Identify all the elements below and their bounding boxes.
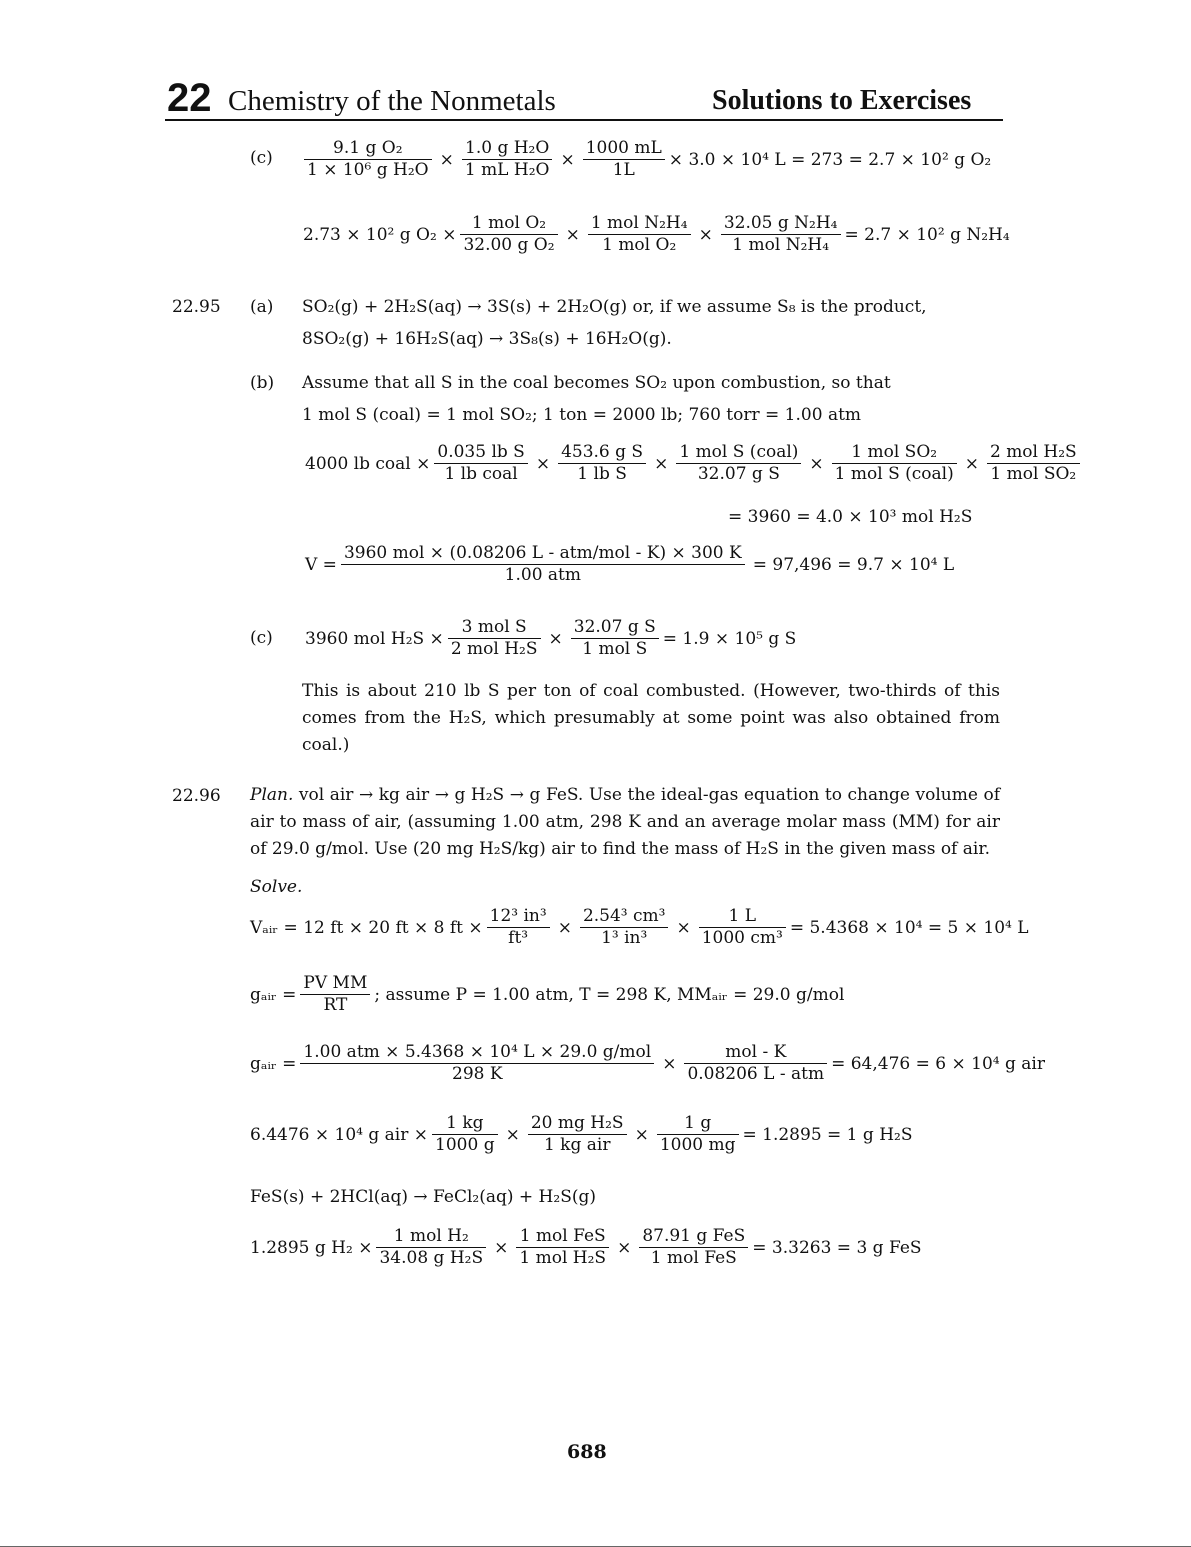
part-label: (a)	[250, 297, 274, 317]
equation-volume-air: Vₐᵢᵣ = 12 ft × 20 ft × 8 ft × $\frac{\text{12³ in³}}{\text{ft³}}$ × $\frac{\text{2.54³ cm³}}{\text{1³ in³}}$ × $\frac{1 L}{\text{1000 cm³}}$ = 5.4368 × 10⁴ = 5 × 10⁴ L	[250, 906, 1029, 948]
fraction: $\frac{\text{1 mol SO₂}}{\text{1 mol S (coal)}}$	[832, 442, 957, 485]
text-line: 1 mol S (coal) = 1 mol SO₂; 1 ton = 2000 lb; 760 torr = 1.00 atm	[302, 405, 862, 425]
plan-text: vol air → kg air → g H₂S → g FeS. Use the ideal-gas equation to change volume of air to mass of air, (assuming 1.00 atm, 298 K and an average molar mass (MM) for air of 29.0 g/mol. Use (20 mg H₂S/kg) air to find the mass of H₂S in the given mass of air.	[250, 785, 1000, 859]
reaction-line: SO₂(g) + 2H₂S(aq) → 3S(s) + 2H₂O(g) or, if we assume S₈ is the product,	[302, 297, 927, 317]
plan-label: Plan.	[250, 785, 294, 805]
equation-mass-h2s: 6.4476 × 10⁴ g air × $\frac{1 kg}{1000 g}$ × $\frac{\text{20 mg H₂S}}{\text{1 kg air}}$ × $\frac{1 g}{1000 mg}$ = 1.2895 = 1 g H₂S	[250, 1113, 913, 1155]
solve-label: Solve.	[250, 877, 303, 897]
equation-mass-fes: 1.2895 g H₂ × $\frac{\text{1 mol H₂}}{\text{34.08 g H₂S}}$ × $\frac{\text{1 mol FeS}}{\text{1 mol H₂S}}$ × $\frac{\text{87.91 g FeS}}{\text{1 mol FeS}}$ = 3.3263 = 3 g FeS	[250, 1226, 922, 1268]
fraction: $\frac{\text{1 mol O₂}}{\text{32.00 g O₂}}$	[460, 213, 557, 256]
chapter-number: 22	[167, 76, 212, 120]
equation-mass-air: gₐᵢᵣ = $\frac{\text{PV MM}}{RT}$ ; assume P = 1.00 atm, T = 298 K, MMₐᵢᵣ = 29.0 g/mol	[250, 973, 845, 1015]
fraction: $\frac{\text{2.54³ cm³}}{\text{1³ in³}}$	[580, 906, 669, 949]
fraction: $\frac{\text{1.00 atm × 5.4368 × 10⁴ L × 29.0 g/mol}}{298 K}$	[300, 1042, 654, 1085]
fraction: $\frac{\text{9.1 g O₂}}{\text{1 × 10⁶ g H₂O}}$	[304, 138, 432, 181]
chapter-title: Chemistry of the Nonmetals	[228, 85, 556, 117]
fraction: $\frac{\text{87.91 g FeS}}{\text{1 mol FeS}}$	[639, 1226, 748, 1269]
fraction: $\frac{\text{1 mol FeS}}{\text{1 mol H₂S}}$	[516, 1226, 609, 1269]
fraction: $\frac{1 L}{\text{1000 cm³}}$	[699, 906, 786, 949]
equation-94c-line1: $\frac{\text{9.1 g O₂}}{\text{1 × 10⁶ g H₂O}}$ × $\frac{\text{1.0 g H₂O}}{\text{1 mL H₂O}}$ × $\frac{1000 mL}{1L}$ × 3.0 × 10⁴ L = 273 = 2.7 × 10² g O₂	[300, 138, 991, 181]
fraction: $\frac{\text{1 mol H₂}}{\text{34.08 g H₂S}}$	[376, 1226, 486, 1269]
fraction: $\frac{\text{1 mol S (coal)}}{\text{32.07 g S}}$	[676, 442, 801, 485]
exercise-number: 22.95	[172, 297, 221, 317]
fraction: $\frac{\text{1 mol N₂H₄}}{\text{1 mol O₂}}$	[588, 213, 691, 256]
part-label: (b)	[250, 373, 275, 393]
fraction: $\frac{\text{2 mol H₂S}}{\text{1 mol SO₂}}$	[987, 442, 1080, 485]
paragraph	[250, 782, 1000, 863]
exercise-number: 22.96	[172, 786, 221, 806]
section-title: Solutions to Exercises	[712, 85, 972, 116]
fraction: $\frac{\text{0.035 lb S}}{\text{1 lb coal}}$	[434, 442, 527, 485]
equation-mass-air-calc: gₐᵢᵣ = $\frac{\text{1.00 atm × 5.4368 × 10⁴ L × 29.0 g/mol}}{298 K}$ × $\frac{\text{mol - K}}{\text{0.08206 L - atm}}$ = 64,476 = 6 × 10⁴ g air	[250, 1042, 1045, 1084]
fraction: $\frac{1 g}{1000 mg}$	[657, 1113, 739, 1156]
fraction: $\frac{1 kg}{1000 g}$	[432, 1113, 498, 1156]
fraction: $\frac{\text{PV MM}}{RT}$	[300, 973, 370, 1016]
equation-95b: 4000 lb coal × $\frac{\text{0.035 lb S}}{\text{1 lb coal}}$ × $\frac{\text{453.6 g S}}{\text{1 lb S}}$ × $\frac{\text{1 mol S (coal)}}{\text{32.07 g S}}$ × $\frac{\text{1 mol SO₂}}{\text{1 mol S (coal)}}$ × $\frac{\text{2 mol H₂S}}{\text{1 mol SO₂}}$	[305, 442, 1084, 485]
reaction-line: 8SO₂(g) + 16H₂S(aq) → 3S₈(s) + 16H₂O(g).	[302, 329, 672, 349]
part-label: (c)	[250, 628, 273, 648]
equation-volume: V = $\frac{\text{3960 mol × (0.08206 L - atm/mol - K) × 300 K}}{\text{1.00 atm}}$ = 97,496 = 9.7 × 10⁴ L	[305, 543, 955, 585]
equation-94c-line2: 2.73 × 10² g O₂ × $\frac{\text{1 mol O₂}}{\text{32.00 g O₂}}$ × $\frac{\text{1 mol N₂H₄}}{\text{1 mol O₂}}$ × $\frac{\text{32.05 g N₂H₄}}{\text{1 mol N₂H₄}}$ = 2.7 × 10² g N₂H₄	[303, 213, 1010, 255]
fraction: $\frac{\text{3960 mol × (0.08206 L - atm/mol - K) × 300 K}}{\text{1.00 atm}}$	[341, 543, 745, 586]
fraction: $\frac{\text{mol - K}}{\text{0.08206 L - atm}}$	[684, 1042, 827, 1085]
fraction: $\frac{\text{12³ in³}}{\text{ft³}}$	[487, 906, 550, 949]
fraction: $\frac{\text{32.05 g N₂H₄}}{\text{1 mol N₂H₄}}$	[721, 213, 841, 256]
reaction-line: FeS(s) + 2HCl(aq) → FeCl₂(aq) + H₂S(g)	[250, 1187, 596, 1207]
fraction: $\frac{\text{32.07 g S}}{\text{1 mol S}}$	[571, 617, 659, 660]
header-rule	[165, 119, 1003, 121]
fraction: $\frac{\text{20 mg H₂S}}{\text{1 kg air}}$	[528, 1113, 627, 1156]
result-line: = 3960 = 4.0 × 10³ mol H₂S	[728, 507, 973, 527]
part-label: (c)	[250, 148, 273, 168]
fraction: $\frac{\text{1.0 g H₂O}}{\text{1 mL H₂O}}$	[462, 138, 553, 181]
paragraph: This is about 210 lb S per ton of coal combusted. (However, two-thirds of this comes from the H₂S, which presumably at some point was also obtained from coal.)	[302, 681, 1000, 755]
fraction: $\frac{1000 mL}{1L}$	[583, 138, 665, 181]
page-number: 688	[567, 1441, 607, 1463]
fraction: $\frac{\text{453.6 g S}}{\text{1 lb S}}$	[558, 442, 646, 485]
text-line: Assume that all S in the coal becomes SO₂ upon combustion, so that	[302, 373, 891, 393]
equation-95c: 3960 mol H₂S × $\frac{\text{3 mol S}}{\text{2 mol H₂S}}$ × $\frac{\text{32.07 g S}}{\text{1 mol S}}$ = 1.9 × 10⁵ g S	[305, 617, 797, 659]
fraction: $\frac{\text{3 mol S}}{\text{2 mol H₂S}}$	[448, 617, 541, 660]
